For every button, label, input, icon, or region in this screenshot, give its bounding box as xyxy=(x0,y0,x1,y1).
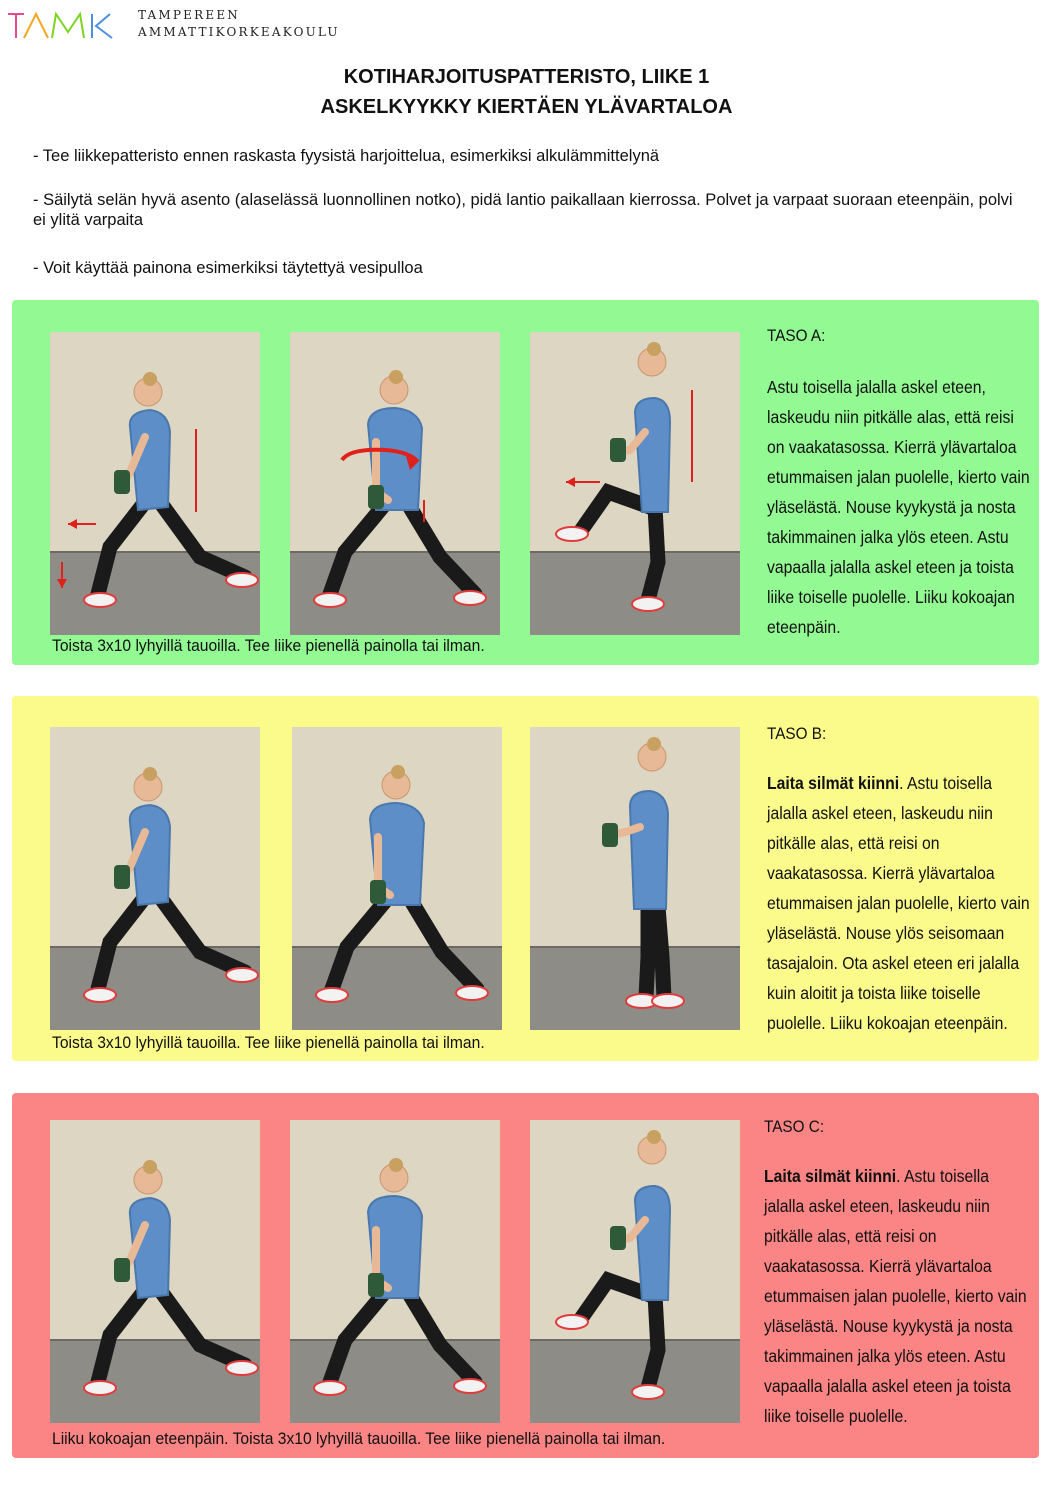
level-c-photo-3 xyxy=(530,1120,740,1423)
level-a-caption: Toista 3x10 lyhyillä tauoilla. Tee liike pienellä painolla tai ilman. xyxy=(52,636,485,655)
level-c-description xyxy=(764,1161,1030,1431)
intro-line-3: - Voit käyttää painona esimerkiksi täytettyä vesipulloa xyxy=(33,259,423,277)
exercise-photo xyxy=(530,1120,740,1423)
level-b-panel xyxy=(12,696,1039,1061)
level-c-bold: Laita silmät kiinni xyxy=(764,1166,897,1186)
level-a-photo-3 xyxy=(530,332,740,635)
level-b-text: . Astu toisella jalalla askel eteen, laskeudu niin pitkälle alas, että reisi on vaakatasossa. Kierrä ylävartaloa etummaisen jalan puolelle, kierto vain yläselästä. Nouse ylös seisomaan tasajaloin. Ota askel eteen eri jalalla kuin aloitit ja toista liike toiselle puolelle. Liiku kokoajan eteenpäin. xyxy=(767,773,1030,1033)
page-title: KOTIHARJOITUSPATTERISTO, LIIKE 1 xyxy=(343,66,710,88)
level-b-photo-1 xyxy=(50,727,260,1030)
level-c-text: . Astu toisella jalalla askel eteen, laskeudu niin pitkälle alas, että reisi on vaakatasossa. Kierrä ylävartaloa etummaisen jalan puolelle, kierto vain yläselästä. Nouse kyykystä ja nosta takimmainen jalka ylös eteen. Astu vapaalla jalalla askel eteen ja toista liike toiselle puolelle. xyxy=(764,1166,1027,1426)
level-a-photo-2 xyxy=(290,332,500,635)
exercise-photo xyxy=(292,727,502,1030)
level-b-caption: Toista 3x10 lyhyillä tauoilla. Tee liike pienellä painolla tai ilman. xyxy=(52,1033,485,1052)
level-b-photo-3 xyxy=(530,727,740,1030)
level-a-title: TASO A: xyxy=(767,326,826,345)
level-c-title: TASO C: xyxy=(764,1117,825,1136)
intro-line-1: - Tee liikkepatteristo ennen raskasta fyysistä harjoittelua, esimerkiksi alkulämmittelynä xyxy=(33,147,660,165)
exercise-photo xyxy=(50,332,260,635)
level-b-title: TASO B: xyxy=(767,724,827,743)
logo-text-line2: AMMATTIKORKEAKOULU xyxy=(138,25,340,39)
intro-line-2: - Säilytä selän hyvä asento (alaselässä luonnollinen notko), pidä lantio paikallaan kierrossa. Polvet ja varpaat suoraan eteenpäin, polvi ei ylitä varpaita xyxy=(33,191,1013,229)
tamk-logo-mark xyxy=(6,6,131,42)
level-c-photo-1 xyxy=(50,1120,260,1423)
level-b-description xyxy=(767,768,1033,1038)
level-b-bold: Laita silmät kiinni xyxy=(767,773,900,793)
exercise-photo xyxy=(530,727,740,1030)
page-subtitle: ASKELKYYKKY KIERTÄEN YLÄVARTALOA xyxy=(320,96,733,118)
level-a-description xyxy=(767,372,1033,642)
exercise-photo xyxy=(290,332,500,635)
exercise-photo xyxy=(530,332,740,635)
level-b-photo-2 xyxy=(292,727,502,1030)
level-a-photo-1 xyxy=(50,332,260,635)
logo-text-line1: TAMPEREEN xyxy=(138,8,240,22)
exercise-photo xyxy=(50,727,260,1030)
exercise-photo xyxy=(50,1120,260,1423)
level-a-panel xyxy=(12,300,1039,665)
level-c-photo-2 xyxy=(290,1120,500,1423)
level-c-panel xyxy=(12,1093,1039,1458)
level-a-text: Astu toisella jalalla askel eteen, laskeudu niin pitkälle alas, että reisi on vaakatasossa. Kierrä ylävartaloa etummaisen jalan puolelle, kierto vain yläselästä. Nouse kyykystä ja nosta takimmainen jalka ylös eteen. Astu vapaalla jalalla askel eteen ja toista liike toiselle puolelle. Liiku kokoajan eteenpäin. xyxy=(767,377,1030,637)
tamk-logo xyxy=(6,6,346,46)
level-c-caption: Liiku kokoajan eteenpäin. Toista 3x10 lyhyillä tauoilla. Tee liike pienellä painolla tai ilman. xyxy=(52,1429,666,1448)
exercise-photo xyxy=(290,1120,500,1423)
